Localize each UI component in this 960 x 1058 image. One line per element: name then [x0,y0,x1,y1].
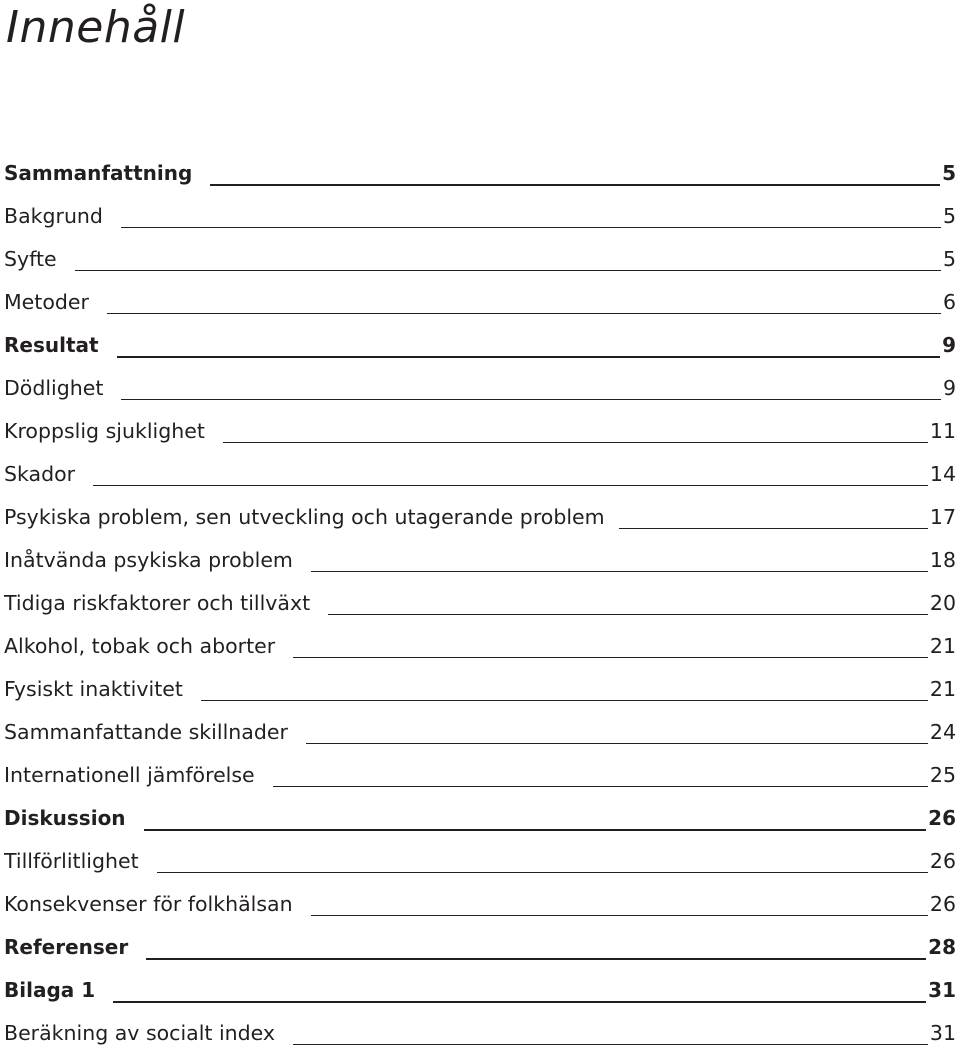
toc-entry[interactable] [4,456,956,499]
toc-entry[interactable] [4,155,956,198]
toc-entry-page-number: 21 [929,677,956,701]
toc-entry-page-number: 6 [942,290,956,314]
toc-entry-label: Resultat [4,333,99,357]
toc-entry-label: Syfte [4,247,57,271]
toc-leader-line [146,958,926,960]
toc-leader-line [311,571,928,572]
toc-entry[interactable] [4,929,956,972]
toc-entry[interactable] [4,284,956,327]
toc-entry-page-number: 5 [942,161,956,185]
toc-entry[interactable] [4,198,956,241]
page-title: Innehåll [6,2,186,53]
toc-entry-label: Sammanfattning [4,161,193,185]
toc-leader-line [223,442,928,443]
toc-entry-label: Bakgrund [4,204,103,228]
toc-entry[interactable] [4,714,956,757]
toc-entry-label: Konsekvenser för folkhälsan [4,892,293,916]
toc-leader-line [293,657,928,658]
toc-entry-page-number: 26 [929,849,956,873]
toc-entry-label: Inåtvända psykiska problem [4,548,293,572]
toc-entry[interactable] [4,499,956,542]
toc-leader-line [210,184,940,186]
toc-entry-label: Beräkning av socialt index [4,1021,276,1045]
toc-entry-page-number: 25 [929,763,956,787]
toc-entry-page-number: 11 [929,419,956,443]
toc-leader-line [201,700,928,701]
toc-leader-line [93,485,928,486]
toc-entry-page-number: 17 [929,505,956,529]
toc-entry[interactable] [4,628,956,671]
toc-entry-page-number: 28 [928,935,956,959]
toc-entry[interactable] [4,843,956,886]
toc-entry-label: Diskussion [4,806,126,830]
toc-entry-label: Psykiska problem, sen utveckling och utagerande problem [4,505,605,529]
toc-leader-line [117,356,940,358]
toc-entry[interactable] [4,1015,956,1058]
toc-entry-page-number: 26 [928,806,956,830]
toc-entry-page-number: 5 [942,247,956,271]
toc-entry-label: Sammanfattande skillnader [4,720,288,744]
toc-entry[interactable] [4,671,956,714]
toc-entry-page-number: 20 [929,591,956,615]
toc-entry[interactable] [4,370,956,413]
toc-entry-page-number: 31 [928,978,956,1002]
toc-leader-line [293,1044,928,1045]
toc-leader-line [121,399,941,400]
toc-entry[interactable] [4,757,956,800]
toc-entry-label: Bilaga 1 [4,978,96,1002]
toc-entry-page-number: 14 [929,462,956,486]
toc-leader-line [157,872,928,873]
toc-entry-label: Internationell jämförelse [4,763,255,787]
toc-entry[interactable] [4,241,956,284]
toc-leader-line [113,1001,926,1003]
toc-leader-line [273,786,928,787]
toc-entry-page-number: 5 [942,204,956,228]
toc-entry-label: Alkohol, tobak och aborter [4,634,276,658]
toc-entry[interactable] [4,800,956,843]
toc-entry[interactable] [4,327,956,370]
toc-entry-page-number: 26 [929,892,956,916]
toc-leader-line [107,313,941,314]
toc-entry[interactable] [4,542,956,585]
toc-entry-page-number: 24 [929,720,956,744]
table-of-contents [4,155,956,1058]
toc-entry[interactable] [4,886,956,929]
toc-leader-line [306,743,928,744]
toc-entry-label: Referenser [4,935,129,959]
toc-leader-line [121,227,941,228]
toc-leader-line [311,915,928,916]
toc-entry[interactable] [4,413,956,456]
toc-entry-page-number: 21 [929,634,956,658]
toc-entry[interactable] [4,972,956,1015]
toc-entry-page-number: 18 [929,548,956,572]
toc-entry-label: Kroppslig sjuklighet [4,419,205,443]
toc-entry-label: Tidiga riskfaktorer och tillväxt [4,591,311,615]
toc-leader-line [75,270,941,271]
toc-entry-label: Tillförlitlighet [4,849,139,873]
toc-entry[interactable] [4,585,956,628]
toc-entry-page-number: 9 [942,333,956,357]
toc-entry-page-number: 9 [942,376,956,400]
toc-entry-label: Metoder [4,290,89,314]
toc-entry-label: Fysiskt inaktivitet [4,677,183,701]
toc-entry-label: Dödlighet [4,376,104,400]
toc-entry-label: Skador [4,462,76,486]
toc-leader-line [328,614,928,615]
toc-leader-line [144,829,926,831]
toc-leader-line [619,528,928,529]
toc-entry-page-number: 31 [929,1021,956,1045]
